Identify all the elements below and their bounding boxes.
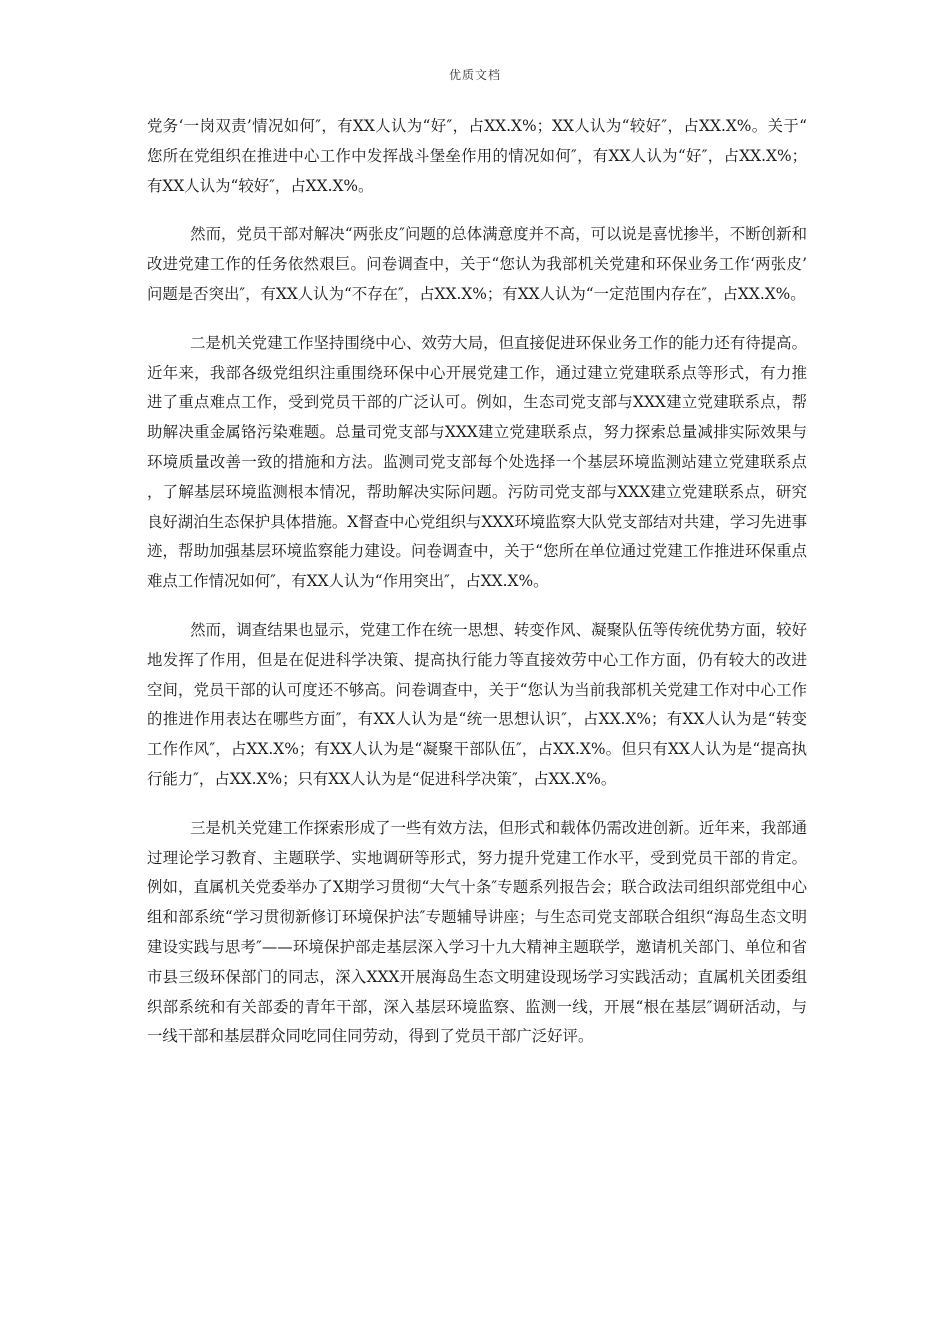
paragraph-3: 二是机关党建工作坚持围绕中心、效劳大局，但直接促进环保业务工作的能力还有待提高。近年来，我部各级党组织注重围绕环保中心开展党建工作，通过建立党建联系点等形式，有力推进了重点难点工作，受到党员干部的广泛认可。例如，生态司党支部与XXX建立党建联系点，帮助解决重金属铬污染难题。总量司党支部与XXX建立党建联系点，努力探索总量减排实际效果与环境质量改善一致的措施和方法。监测司党支部每个处选择一个基层环境监测站建立党建联系点，了解基层环境监测根本情况，帮助解决实际问题。污防司党支部与XXX建立党建联系点，研究良好湖泊生态保护具体措施。X督查中心党组织与XXX环境监察大队党支部结对共建，学习先进事迹，帮助加强基层环境监察能力建设。问卷调查中，关于“您所在单位通过党建工作推进环保重点难点工作情况如何″，有XX人认为“作用突出″，占XX.X%。 <box>147 333 807 591</box>
paragraph-5: 三是机关党建工作探索形成了一些有效方法，但形式和载体仍需改进创新。近年来，我部通过理论学习教育、主题联学、实地调研等形式，努力提升党建工作水平，受到党员干部的肯定。例如，直属机关党委举办了X期学习贯彻“大气十条″专题系列报告会；联合政法司组织部党组中心组和部系统“学习贯彻新修订环境保护法″专题辅导讲座；与生态司党支部联合组织“海岛生态文明建设实践与思考″——环境保护部走基层深入学习十九大精神主题联学，邀请机关部门、单位和省市县三级环保部门的同志，深入XXX开展海岛生态文明建设现场学习实践活动；直属机关团委组织部系统和有关部委的青年干部，深入基层环境监察、监测一线，开展“根在基层″调研活动，与一线干部和基层群众同吃同住同劳动，得到了党员干部广泛好评。 <box>147 818 807 1046</box>
paragraph-2: 然而，党员干部对解决“两张皮″问题的总体满意度并不高，可以说是喜忧掺半，不断创新和改进党建工作的任务依然艰巨。问卷调查中，关于“您认为我部机关党建和环保业务工作‘两张皮’问题是否突出″，有XX人认为“不存在″，占XX.X%；有XX人认为“一定范围内存在″，占XX.X%。 <box>147 225 807 303</box>
document-header: 优质文档 <box>448 68 501 82</box>
paragraph-4: 然而，调查结果也显示，党建工作在统一思想、转变作风、凝聚队伍等传统优势方面，较好地发挥了作用，但是在促进科学决策、提高执行能力等直接效劳中心工作方面，仍有较大的改进空间，党员干部的认可度还不够高。问卷调查中，关于“您认为当前我部机关党建工作对中心工作的推进作用表达在哪些方面″，有XX人认为是“统一思想认识″，占XX.X%；有XX人认为是“转变工作作风″，占XX.X%；有XX人认为是“凝聚干部队伍″，占XX.X%。但只有XX人认为是“提高执行能力″，占XX.X%；只有XX人认为是“促进科学决策″，占XX.X%。 <box>147 620 807 788</box>
paragraph-1: 党务‘一岗双责’情况如何″，有XX人认为“好″，占XX.X%；XX人认为“较好″，占XX.X%。关于“您所在党组织在推进中心工作中发挥战斗堡垒作用的情况如何″，有XX人认为“好″，占XX.X%；有XX人认为“较好″，占XX.X%。 <box>147 117 807 195</box>
document-body <box>147 112 807 1071</box>
